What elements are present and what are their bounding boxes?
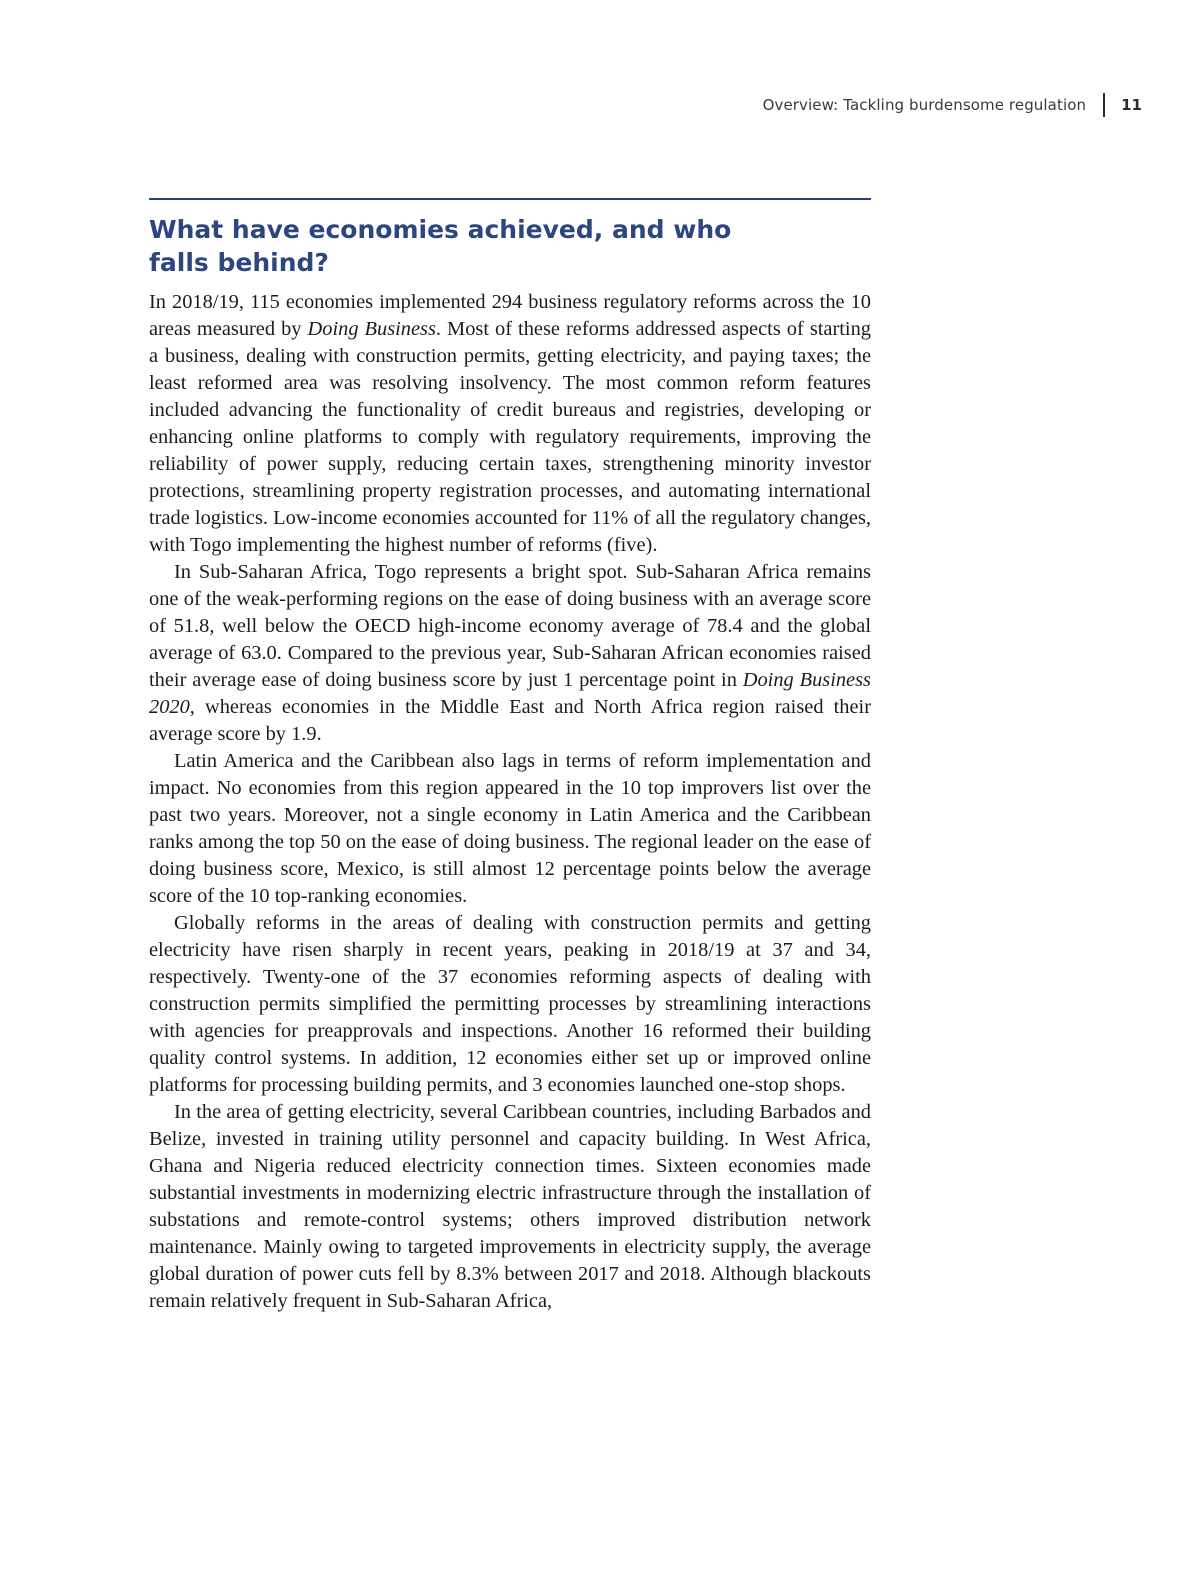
main-content — [149, 198, 871, 1315]
section-rule — [149, 198, 871, 200]
paragraph-text: In Sub-Saharan Africa, Togo represents a bright spot. Sub-Saharan Africa remains one of the weak-performing regions on the ease of doing business with an average score of 51.8, well below the OECD high-income economy average of 78.4 and the global average of 63.0. Compared to the previous year, Sub-Saharan African economies raised their average ease of doing business score by just 1 percentage point in — [149, 561, 871, 691]
paragraph-text: , whereas economies in the Middle East and North Africa region raised their average score by 1.9. — [149, 696, 871, 745]
section-title — [149, 213, 749, 279]
publication-title: Doing Business 2020 — [149, 669, 871, 718]
body-text — [149, 289, 871, 1315]
publication-title: Doing Business — [307, 318, 436, 340]
header-divider — [1103, 93, 1105, 117]
paragraph: Globally reforms in the areas of dealing with construction permits and getting electricity have risen sharply in recent years, peaking in 2018/19 at 37 and 34, respectively. Twenty-one of the 37 economies reforming aspects of dealing with construction permits simplified the permitting processes by streamlining interactions with agencies for preapprovals and inspections. Another 16 reformed their building quality control systems. In addition, 12 economies either set up or improved online platforms for processing building permits, and 3 economies launched one-stop shops. — [149, 912, 871, 1096]
paragraph: In the area of getting electricity, several Caribbean countries, including Barbados and Belize, invested in training utility personnel and capacity building. In West Africa, Ghana and Nigeria reduced electricity connection times. Sixteen economies made substantial investments in modernizing electric infrastructure through the installation of substations and remote-control systems; others improved distribution network maintenance. Mainly owing to targeted improvements in electricity supply, the average global duration of power cuts fell by 8.3% between 2017 and 2018. Although blackouts remain relatively frequent in Sub-Saharan Africa, — [149, 1101, 871, 1312]
running-title: Overview: Tackling burdensome regulation — [762, 96, 1087, 114]
paragraph: Latin America and the Caribbean also lags in terms of reform implementation and impact. No economies from this region appeared in the 10 top improvers list over the past two years. Moreover, not a single economy in Latin America and the Caribbean ranks among the top 50 on the ease of doing business. The regional leader on the ease of doing business score, Mexico, is still almost 12 percentage points below the average score of the 10 top-ranking economies. — [149, 750, 871, 907]
running-header — [763, 93, 1142, 117]
paragraph-text: In 2018/19, 115 economies implemented 294 business regulatory reforms across the 10 areas measured by — [149, 291, 871, 340]
paragraph — [149, 289, 871, 559]
section-title-line1: What have economies achieved, and who — [149, 215, 732, 244]
paragraph-text: . Most of these reforms addressed aspects of starting a business, dealing with construction permits, getting electricity, and paying taxes; the least reformed area was resolving insolvency. The most common reform features included advancing the functionality of credit bureaus and registries, developing or enhancing online platforms to comply with regulatory requirements, improving the reliability of power supply, reducing certain taxes, strengthening minority investor protections, streamlining property registration processes, and automating international trade logistics. Low-income economies accounted for 11% of all the regulatory changes, with Togo implementing the highest number of reforms (five). — [149, 318, 871, 556]
section-title-line2: falls behind? — [149, 248, 329, 277]
paragraph — [149, 559, 871, 748]
page-number: 11 — [1121, 96, 1142, 114]
